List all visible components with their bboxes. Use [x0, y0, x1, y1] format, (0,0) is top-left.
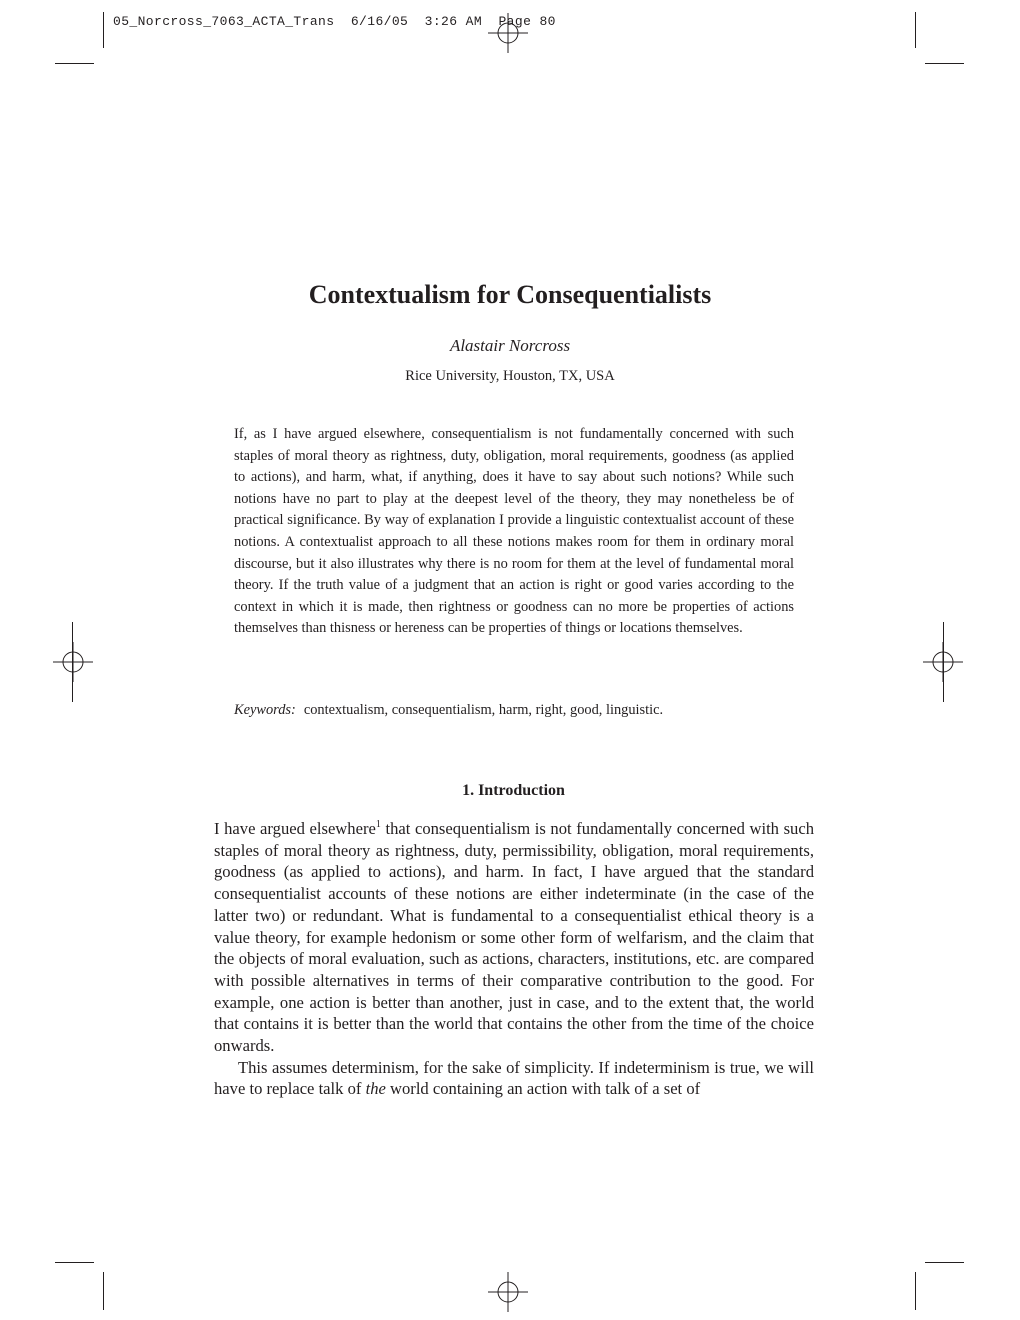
keywords: [234, 702, 794, 719]
registration-target-icon: [53, 642, 93, 682]
section-heading: 1. Introduction: [462, 782, 565, 799]
crop-mark: [103, 12, 104, 48]
paper-title: Contextualism for Consequentialists: [308, 280, 712, 309]
registration-target-icon: [923, 642, 963, 682]
crop-mark: [55, 1262, 94, 1263]
crop-mark: [925, 1262, 964, 1263]
body-text: [214, 818, 814, 1100]
footnote-marker[interactable]: 1: [375, 819, 381, 830]
author-name: Alastair Norcross: [449, 336, 571, 355]
crop-mark: [915, 1272, 916, 1310]
crop-mark: [55, 63, 94, 64]
author-affiliation: Rice University, Houston, TX, USA: [405, 368, 615, 384]
crop-mark: [915, 12, 916, 48]
crop-mark: [925, 63, 964, 64]
paragraph: I have argued elsewhere$^1$ that consequentialism is not fundamentally concerned with such staples of moral theory as rightness, duty, permissibility, obligation, moral requirements, goodness (as applied to actions), and harm. In fact, I have argued that the standard consequentialist accounts of these notions are either indeterminate (in the case of the latter two) or redundant. What is fundamental to a consequentialist ethical theory is a value theory, for example hedonism or some other form of welfarism, and the claim that the objects of moral evaluation, such as actions, characters, institutions, etc. are compared with possible alternatives in terms of their comparative contribution to the good. For example, one action is better than another, just in case, and to the extent that, the world that contains it is better than the world that contains the other from the time of the choice onwards.: [214, 819, 814, 1056]
print-slug: 05_Norcross_7063_ACTA_Trans 6/16/05 3:26 AM Page 80: [113, 14, 556, 29]
keywords-list: contextualism, consequentialism, harm, right, good, linguistic.: [303, 702, 664, 718]
registration-target-icon: [488, 1272, 528, 1312]
crop-mark: [103, 1272, 104, 1310]
paragraph: This assumes determinism, for the sake of simplicity. If indeterminism is true, we will have to replace talk of the world containing an action with talk of a set of: [214, 1057, 814, 1099]
abstract: If, as I have argued elsewhere, consequentialism is not fundamentally concerned with such staples of moral theory as rightness, duty, obligation, moral requirements, goodness (as applied to actions), and harm, what, if anything, does it have to say about such notions? While such notions have no part to play at the deepest level of the theory, they may nonetheless be of practical significance. By way of explanation I provide a linguistic contextualist account of these notions. A contextualist approach to all these notions makes room for them in ordinary moral discourse, but it also illustrates why there is no room for them at the level of fundamental moral theory. If the truth value of a judgment that an action is right or good varies according to the context in which it is made, then rightness or goodness can no more be properties of actions themselves than thisness or hereness can be properties of things or locations themselves.: [234, 426, 794, 637]
keywords-label: Keywords:: [234, 702, 296, 718]
